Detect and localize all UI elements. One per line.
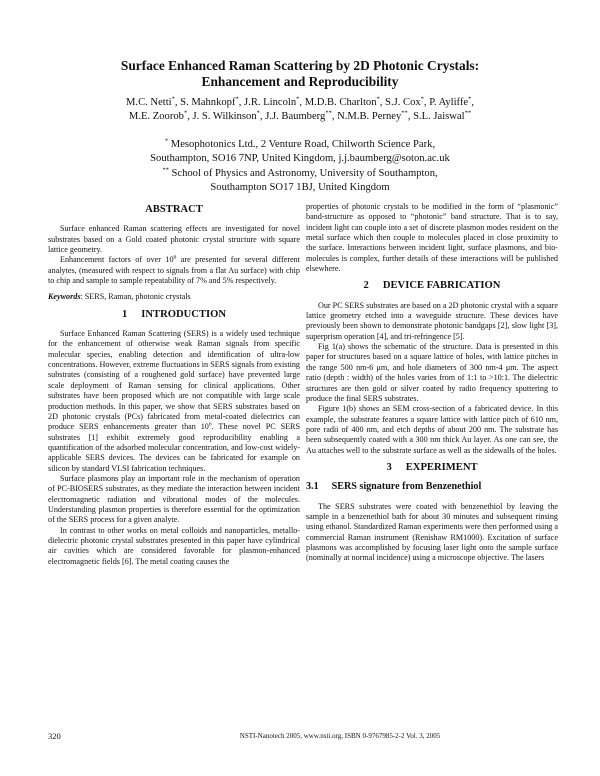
- keywords: Keywords: SERS, Raman, photonic crystals: [48, 292, 191, 302]
- author-mark: *: [256, 109, 260, 117]
- author-name: S.J. Cox: [385, 97, 421, 108]
- page-number: 320: [48, 731, 61, 741]
- paper-title: [60, 58, 540, 89]
- affiliation-line-2: Southampton, SO16 7NP, United Kingdom, j.j.baumberg@soton.ac.uk: [150, 153, 450, 165]
- affiliation-line-4: Southampton SO17 1BJ, United Kingdom: [210, 182, 390, 194]
- author-name: M.D.B. Charlton: [304, 97, 377, 108]
- affiliation-line-1: * Mesophotonics Ltd., 2 Venture Road, Chilworth Science Park,: [164, 137, 436, 150]
- section-heading-device-fabrication: 2 DEVICE FABRICATION: [363, 280, 501, 292]
- author-mark: *: [171, 95, 175, 103]
- body-paragraph: Our PC SERS substrates are based on a 2D photonic crystal with a square lattice geometry etched into a waveguide structure. These devices have previously been shown to demonstrate photonic bandgaps [2], slow light [3], superprism operation [4], and tri-refringence [5].: [306, 300, 558, 341]
- body-paragraph: Surface Enhanced Raman Scattering (SERS) is a widely used technique for the enhancement of otherwise weak Raman signals from specific molecular species, enabling detection and identification of ultra-low concentrations. However, extreme fluctuations in SERS signals from existing substrates (consisting of a roughened gold surface) have prevented large scale deployment of Raman sensing for clinical applications. Other substrates have been proposed which are not compatible with large scale production methods. In this paper, we show that SERS substrates based on 2D photonic crystals (PCs) fabricated from metal-coated dielectrics can produce SERS enhancements greater than $10^6$. These novel PC SERS substrates [1] exhibit extremely good reproducibility enabling a quantification of the adsorbed molecular concentration, and low-cost widely-applicable SERS devices. The devices can be fabricated for example on silicon by standard VLSI fabrication techniques.: [48, 329, 300, 473]
- author-mark: **: [401, 109, 408, 117]
- author-line-1: M.C. Netti*, S. Mahnkopf*, J.R. Lincoln*, M.D.B. Charlton*, S.J. Cox*, P. Ayliffe*,: [126, 95, 474, 108]
- author-mark: *: [183, 109, 188, 117]
- body-paragraph: Fig 1(a) shows the schematic of the structure. Data is presented in this paper for structures based on a square lattice of holes, with lattice pitches in the range 500 nm-6 μm, and hole diameters of 300 nm-4 μm. The aspect ratio (depth : width) of the holes varies from of 1:1 to >10:1. The dielectric structures are then gold or silver coated by radio frequency sputtering to produce the final SERS substrates.: [306, 342, 558, 403]
- author-mark: **: [325, 109, 332, 117]
- title-line-1: Surface Enhanced Raman Scattering by 2D Photonic Crystals:: [120, 58, 480, 73]
- author-mark: *: [235, 95, 239, 103]
- author-name: N.M.B. Perney: [337, 111, 402, 123]
- author-name: J. S. Wilkinson: [192, 111, 257, 123]
- author-mark: *: [296, 95, 300, 103]
- author-name: S.L. Jaiswal: [413, 111, 465, 123]
- affiliations: [60, 138, 540, 196]
- right-column: [306, 202, 558, 564]
- author-name: M.C. Netti: [126, 97, 172, 108]
- body-paragraph: properties of photonic crystals to be modified in the form of “plasmonic” band-structure as opposed to “photonic” band structure. That is to say, incident light can couple into a set of discrete plasmon modes resident on the metal surface which then couple to molecules placed in close proximity to the surface. Interactions between incident light, surface plasmons, and bio-molecules is complex, further details of these interactions will be published elsewhere.: [306, 202, 558, 274]
- affiliation-line-3: ** School of Physics and Astronomy, University of Southampton,: [162, 166, 438, 179]
- left-column: [48, 203, 300, 567]
- title-line-2: Enhancement and Reproducibility: [201, 73, 399, 89]
- abstract-heading: ABSTRACT: [145, 204, 203, 215]
- author-name: J.J. Baumberg: [265, 111, 326, 123]
- author-mark: *: [468, 95, 472, 103]
- abstract-paragraph: Enhancement factors of over $10^6$ are presented for several different analytes, (measured with respect to signals from a flat Au surface) with chip to chip and sample to sample repeatability of 7% and 5% respectively.: [48, 254, 301, 286]
- section-heading-introduction: 1 INTRODUCTION: [121, 308, 227, 320]
- body-paragraph: Surface plasmons play an important role in the mechanism of operation of PC-BIOSERS substrates, as they mediate the interaction between incident electromagnetic radiation and vibrational modes of the molecules. Understanding plasmon properties is therefore essential for the optimization of the SERS process for a given analyte.: [48, 473, 300, 525]
- author-name: J.R. Lincoln: [244, 97, 297, 108]
- abstract-paragraph: Surface enhanced Raman scattering effects are investigated for novel substrates based on a Gold coated photonic crystal structure with square lattice geometry.: [48, 224, 300, 255]
- body-paragraph: The SERS substrates were coated with benzenethiol by leaving the sample in a benzenethiol bath for about 30 minutes and subsequent rinsing using ethanol. Standardized Raman experiments were then performed using a commercial Raman instrument (Renishaw RM1000). Excitation of surface plasmons was accomplished by focusing laser light onto the sample surface (nominally at normal incidence) using a microscope objective. The lasers: [306, 501, 558, 563]
- subsection-heading: 3.1 SERS signature from Benzenethiol: [306, 481, 482, 493]
- keywords-label: Keywords: [48, 292, 81, 302]
- body-paragraph: In contrast to other works on metal colloids and nanoparticles, metallo-dielectric photonic crystal substrates presented in this paper have cylindrical air cavities which are considered favorable for plasmon-enhanced electromagnetic fields [6]. The metal coating causes the: [48, 525, 300, 566]
- body-paragraph: Figure 1(b) shows an SEM cross-section of a fabricated device. In this example, the substrate features a square lattice with lattice pitch of 610 nm, pore radii of 400 nm, and etch depths of about 200 nm. The substrate has been subsequently coated with a 300 nm thick Au layer. As one can see, the Au attaches well to the substrate surface as well as the sidewalls of the holes.: [306, 404, 558, 455]
- author-line-2: M.E. Zoorob*, J. S. Wilkinson*, J.J. Baumberg**, N.M.B. Perney**, S.L. Jaiswal**: [128, 109, 472, 123]
- author-mark: **: [464, 109, 472, 117]
- author-list: [50, 96, 550, 125]
- author-name: M.E. Zoorob: [128, 111, 184, 123]
- section-heading-experiment: 3 EXPERIMENT: [386, 461, 478, 473]
- affiliation-mark: *: [164, 137, 169, 145]
- affiliation-mark: **: [162, 166, 169, 174]
- author-name: S. Mahnkopf: [180, 97, 236, 108]
- author-mark: *: [376, 95, 380, 103]
- author-name: P. Ayliffe: [429, 97, 469, 108]
- footer-reference: NSTI-Nanotech 2005, www.nsti.org, ISBN 0-9767985-2-2 Vol. 3, 2005: [239, 732, 441, 740]
- author-mark: *: [420, 95, 424, 103]
